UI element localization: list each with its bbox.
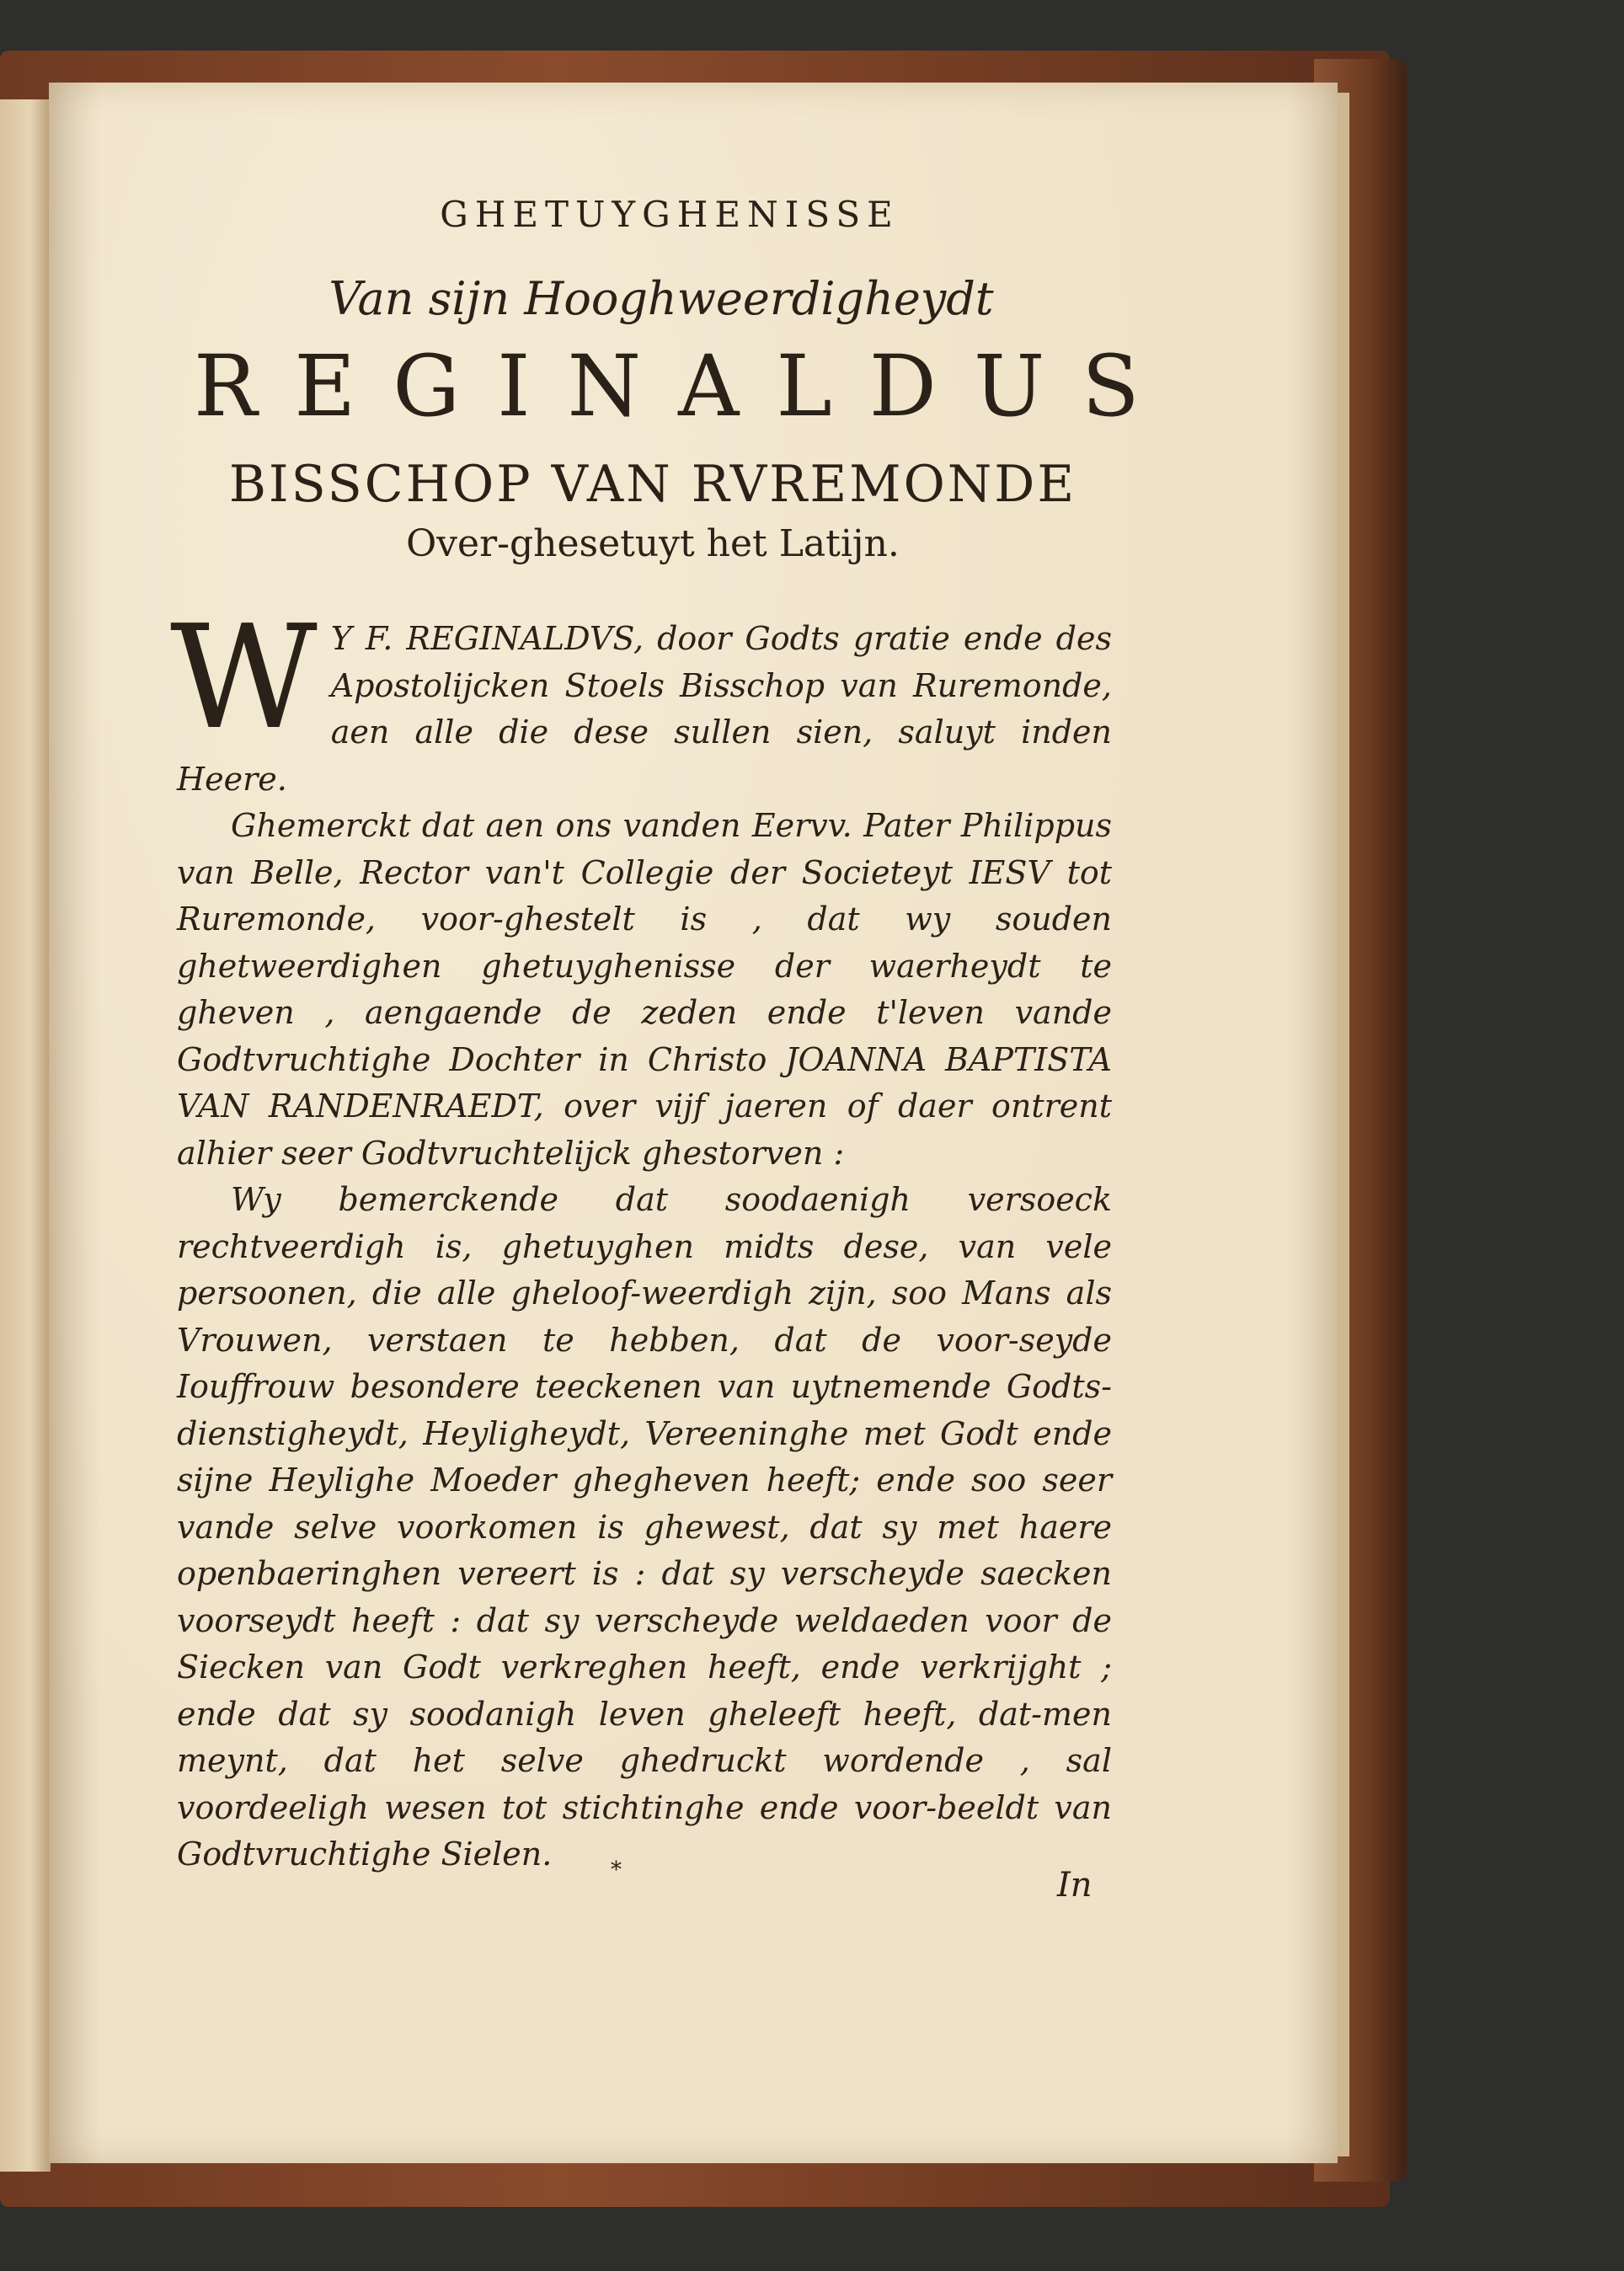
drop-cap: W bbox=[170, 595, 318, 761]
paragraph-3: Wy bemerckende dat soodaenigh versoeck rechtveerdigh is, ghetuyghen midts dese, van vele persoonen, die alle gheloof-weerdigh zijn, soo Mans als Vrouwen, verstaen te hebben, dat de voor-seyde Iouffrouw besondere teeckenen van uytnemende Godts-dienstigheydt, Heyligheydt, Vereeninghe met Godt ende sijne Heylighe Moeder ghegheven heeft; ende soo seer vande selve voorkomen is ghewest, dat sy met haere openbaeringhen vereert is : dat sy verscheyde saecken voorseydt heeft : dat sy verscheyde weldaeden voor de Siecken van Godt verkreghen heeft, ende verkrijght ; ende dat sy soodanigh leven gheleeft heeft, dat-men meynt, dat het selve ghedruckt wordende , sal voordeeligh wesen tot stichtinghe ende voor-beeldt van Godtvruchtighe Sielen. bbox=[177, 1181, 1112, 1873]
left-page-edge bbox=[0, 99, 51, 2172]
signature-mark: * bbox=[611, 1857, 622, 1883]
page-fore-edge bbox=[1338, 93, 1349, 2156]
body-text bbox=[170, 595, 1112, 1878]
subtitle: Van sijn Hooghweerdigheydt bbox=[329, 272, 994, 325]
bishop-title: BISSCHOP VAN RVREMONDE bbox=[228, 455, 1077, 514]
catchword: In bbox=[1057, 1866, 1092, 1905]
bishop-name: REGINALDUS bbox=[194, 337, 1177, 435]
running-head: GHETUYGHENISSE bbox=[440, 194, 900, 235]
translation-note: Over-ghesetuyt het Latijn. bbox=[406, 522, 900, 565]
paragraph-1: Y F. REGINALDVS, door Godts gratie ende des Apostolijcken Stoels Bisschop van Ruremonde, aen alle die dese sullen sien, saluyt inden Heere. bbox=[177, 620, 1112, 798]
page-content bbox=[170, 194, 1177, 1878]
paragraph-2: Ghemerckt dat aen ons vanden Eervv. Pater Philippus van Belle, Rector van't Collegie der Societeyt IESV tot Ruremonde, voor-ghestelt is , dat wy souden ghetweerdighen ghetuyghenisse der waerheydt te gheven , aengaende de zeden ende t'leven vande Godtvruchtighe Dochter in Christo JOANNA BAPTISTA VAN RANDENRAEDT, over vijf jaeren of daer ontrent alhier seer Godtvruchtelijck ghestorven : bbox=[177, 807, 1112, 1172]
